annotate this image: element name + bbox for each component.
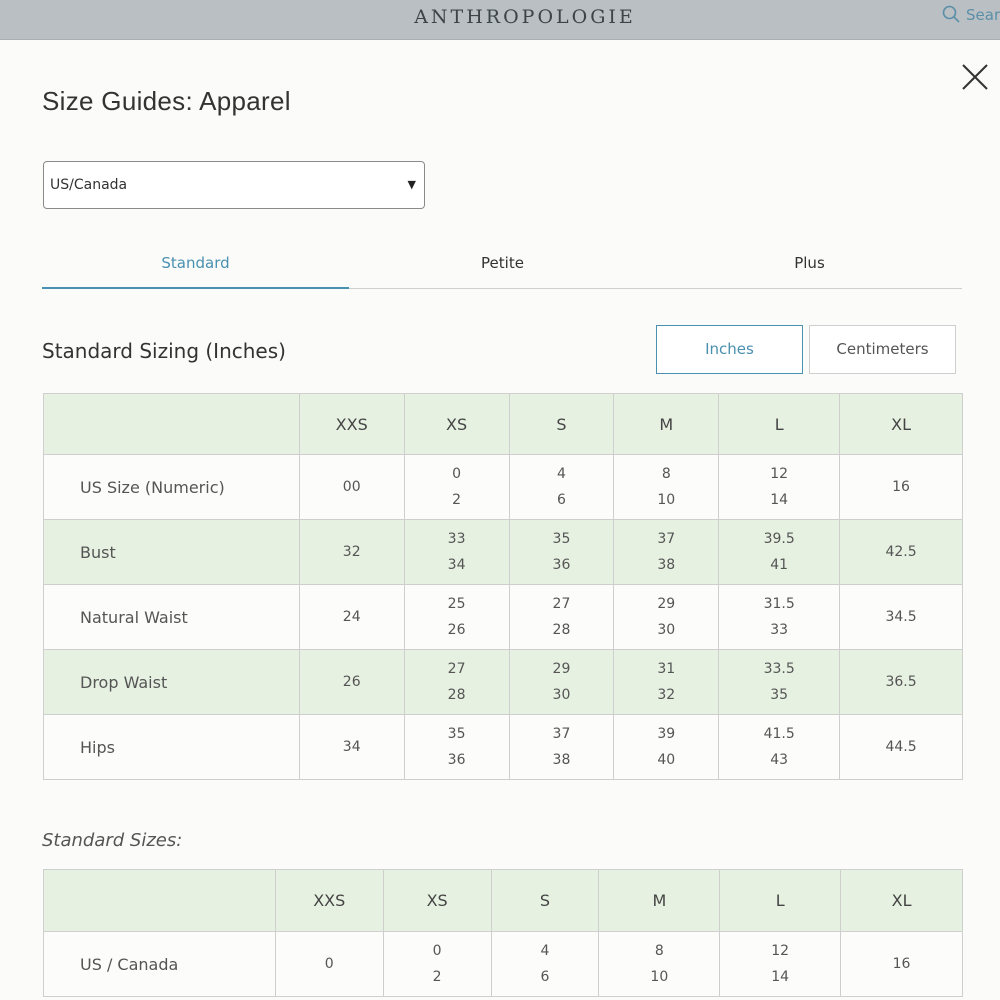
table-cell: [719, 585, 840, 650]
column-header: M: [614, 394, 719, 455]
cell-value: 44.5: [885, 739, 917, 755]
cell-value: 31: [657, 661, 676, 677]
table-cell: [404, 715, 509, 780]
brand-logo[interactable]: ANTHROPOLOGIE: [414, 6, 636, 28]
table-cell: [719, 520, 840, 585]
cell-value: 27: [552, 596, 571, 612]
cell-value: 8: [654, 943, 664, 959]
search-label: Sear: [966, 6, 1000, 24]
column-header: L: [720, 870, 841, 932]
search-icon: [942, 5, 960, 23]
table-cell: [509, 715, 614, 780]
table-cell: [509, 585, 614, 650]
table-row: [44, 715, 963, 780]
cell-value: 28: [447, 687, 466, 703]
column-header: M: [599, 870, 720, 932]
cell-value: 35: [552, 531, 571, 547]
cell-value: 0: [452, 466, 462, 482]
table-cell: [383, 932, 491, 997]
table-cell: [491, 932, 599, 997]
table-cell: [719, 455, 840, 520]
cell-value: 28: [552, 622, 571, 638]
column-header: S: [509, 394, 614, 455]
cell-value: 00: [342, 479, 361, 495]
table-cell: [404, 650, 509, 715]
section-title: Standard Sizing (Inches): [42, 339, 286, 363]
table-header-row: [44, 394, 963, 455]
cell-value: 0: [324, 956, 334, 972]
table-cell: [404, 585, 509, 650]
centimeters-button[interactable]: Centimeters: [809, 325, 956, 374]
cell-value: 36.5: [885, 674, 917, 690]
region-select-value: US/Canada: [50, 177, 128, 193]
modal-title: Size Guides: Apparel: [42, 86, 291, 116]
cell-value: 2: [432, 969, 442, 985]
row-label: Drop Waist: [44, 650, 300, 715]
cell-value: 10: [650, 969, 669, 985]
cell-value: 30: [552, 687, 571, 703]
cell-value: 12: [771, 943, 790, 959]
tab-standard[interactable]: Standard: [42, 246, 349, 289]
table-cell: [299, 520, 404, 585]
table-cell: [599, 932, 720, 997]
table-header-corner: [44, 394, 300, 455]
table-cell: [509, 520, 614, 585]
table-cell: [404, 520, 509, 585]
cell-value: 37: [657, 531, 676, 547]
column-header: XL: [840, 394, 963, 455]
top-bar: [0, 0, 1000, 40]
cell-value: 25: [447, 596, 466, 612]
cell-value: 8: [661, 466, 671, 482]
table-cell: [719, 650, 840, 715]
cell-value: 38: [552, 752, 571, 768]
cell-value: 38: [657, 557, 676, 573]
cell-value: 4: [540, 943, 550, 959]
cell-value: 26: [342, 674, 361, 690]
cell-value: 43: [770, 752, 789, 768]
close-button[interactable]: [960, 62, 990, 92]
region-select[interactable]: [43, 161, 425, 209]
table-cell: [614, 520, 719, 585]
inches-button[interactable]: Inches: [656, 325, 803, 374]
cell-value: 0: [432, 943, 442, 959]
table-cell: [614, 650, 719, 715]
table-cell: [840, 650, 963, 715]
close-icon: [960, 62, 990, 92]
table-cell: [719, 715, 840, 780]
table-cell: [509, 455, 614, 520]
table-cell: [275, 932, 383, 997]
cell-value: 35: [447, 726, 466, 742]
cell-value: 27: [447, 661, 466, 677]
column-header: XXS: [275, 870, 383, 932]
cell-value: 2: [452, 492, 462, 508]
table-cell: [614, 715, 719, 780]
cell-value: 33.5: [763, 661, 795, 677]
table-row: [44, 932, 963, 997]
table-cell: [614, 585, 719, 650]
cell-value: 39: [657, 726, 676, 742]
cell-value: 16: [892, 479, 910, 495]
table-cell: [299, 715, 404, 780]
cell-value: 36: [552, 557, 571, 573]
search-link[interactable]: [942, 5, 1000, 25]
column-header: XS: [383, 870, 491, 932]
cell-value: 12: [770, 466, 789, 482]
caret-down-icon: ▼: [407, 178, 416, 191]
column-header: XL: [841, 870, 963, 932]
column-header: L: [719, 394, 840, 455]
table-row: [44, 455, 963, 520]
table-header-row: [44, 870, 963, 932]
table-cell: [299, 585, 404, 650]
cell-value: 29: [552, 661, 571, 677]
table-cell: [299, 455, 404, 520]
table-cell: [840, 455, 963, 520]
row-label: US Size (Numeric): [44, 455, 300, 520]
cell-value: 34.5: [885, 609, 917, 625]
cell-value: 14: [771, 969, 790, 985]
cell-value: 31.5: [763, 596, 795, 612]
cell-value: 30: [657, 622, 676, 638]
cell-value: 32: [657, 687, 676, 703]
cell-value: 16: [892, 956, 911, 972]
cell-value: 33: [447, 531, 466, 547]
cell-value: 35: [770, 687, 789, 703]
row-label: Natural Waist: [44, 585, 300, 650]
cell-value: 40: [657, 752, 676, 768]
cell-value: 4: [556, 466, 566, 482]
table-cell: [840, 585, 963, 650]
cell-value: 26: [447, 622, 466, 638]
column-header: XS: [404, 394, 509, 455]
table-cell: [840, 520, 963, 585]
standard-sizes-table: [43, 869, 963, 997]
row-label: US / Canada: [44, 932, 276, 997]
row-label: Bust: [44, 520, 300, 585]
table-header-corner: [44, 870, 276, 932]
cell-value: 42.5: [885, 544, 917, 560]
table-cell: [840, 715, 963, 780]
cell-value: 29: [657, 596, 676, 612]
table-cell: [404, 455, 509, 520]
fit-tabs: [42, 246, 962, 289]
column-header: XXS: [299, 394, 404, 455]
sizing-table: [43, 393, 963, 780]
cell-value: 24: [342, 609, 361, 625]
cell-value: 39.5: [763, 531, 795, 547]
table-cell: [509, 650, 614, 715]
tab-petite[interactable]: Petite: [481, 254, 524, 272]
row-label: Hips: [44, 715, 300, 780]
cell-value: 14: [770, 492, 789, 508]
table-row: [44, 650, 963, 715]
table-cell: [841, 932, 963, 997]
table-cell: [720, 932, 841, 997]
column-header: S: [491, 870, 599, 932]
table-cell: [299, 650, 404, 715]
standard-sizes-title: Standard Sizes:: [42, 830, 183, 851]
table-row: [44, 520, 963, 585]
cell-value: 33: [770, 622, 789, 638]
cell-value: 34: [342, 739, 361, 755]
cell-value: 41.5: [763, 726, 795, 742]
cell-value: 6: [556, 492, 566, 508]
cell-value: 37: [552, 726, 571, 742]
cell-value: 6: [540, 969, 550, 985]
table-row: [44, 585, 963, 650]
tab-plus[interactable]: Plus: [794, 254, 825, 272]
cell-value: 32: [342, 544, 361, 560]
cell-value: 10: [657, 492, 676, 508]
cell-value: 36: [447, 752, 466, 768]
cell-value: 41: [770, 557, 789, 573]
table-cell: [614, 455, 719, 520]
cell-value: 34: [447, 557, 466, 573]
